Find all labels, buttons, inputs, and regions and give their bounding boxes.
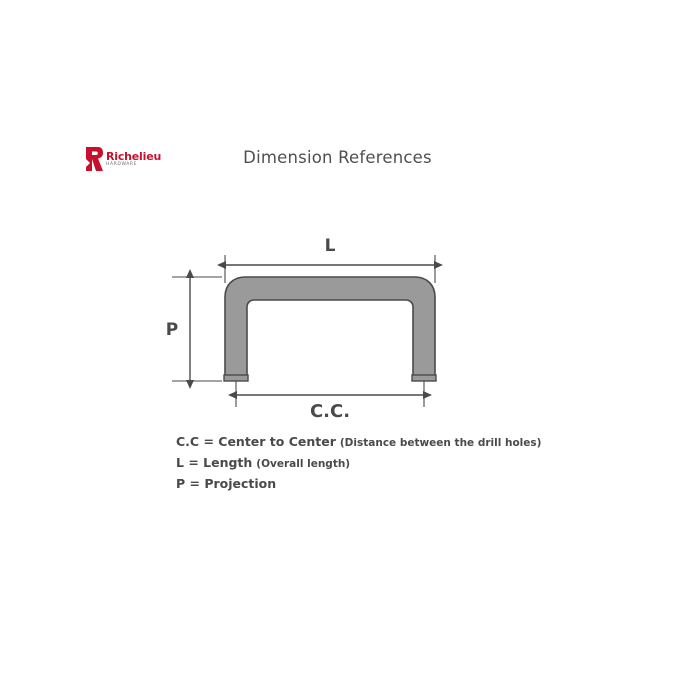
legend-note-cc: (Distance between the drill holes): [339, 437, 542, 449]
handle-shape: [224, 277, 436, 381]
dimension-projection: [166, 277, 222, 381]
legend: [176, 432, 576, 495]
brand-name: Richelieu: [106, 149, 162, 163]
label-projection: P: [165, 320, 179, 340]
label-length: L: [324, 236, 336, 256]
legend-item-cc: [176, 432, 576, 453]
legend-key-cc: C.C = Center to Center: [176, 434, 336, 449]
legend-item-projection: [176, 474, 576, 495]
legend-key-length: L = Length: [176, 455, 253, 470]
label-center-to-center: C.C.: [309, 401, 351, 422]
dimension-length: [225, 236, 435, 283]
handle-dimension-drawing: [150, 225, 540, 435]
dimension-center-to-center: [236, 381, 424, 422]
legend-key-projection: P = Projection: [176, 476, 277, 491]
legend-note-length: (Overall length): [256, 458, 351, 470]
brand-tagline: HARDWARE: [106, 161, 138, 167]
drawing-canvas: [150, 225, 540, 435]
legend-item-length: [176, 453, 576, 474]
page-title: Dimension References: [243, 148, 432, 167]
